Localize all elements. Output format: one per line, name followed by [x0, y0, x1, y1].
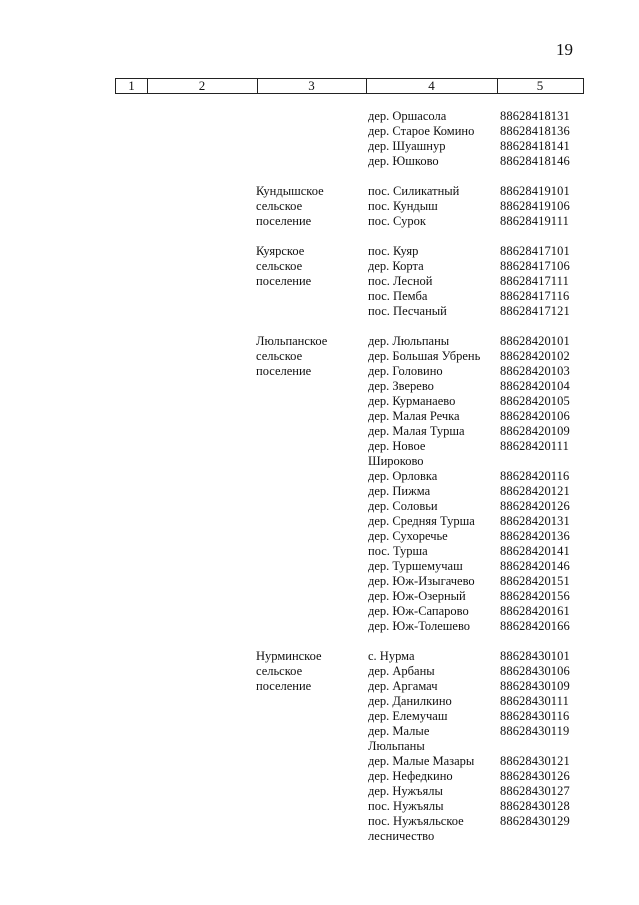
oktmo-code: 88628430129 [500, 814, 570, 828]
oktmo-code: 88628420131 [500, 514, 570, 528]
locality-name: пос. Пемба [368, 289, 428, 303]
oktmo-code: 88628419111 [500, 214, 569, 228]
locality-name: дер. Соловьи [368, 499, 438, 513]
table-row [0, 499, 639, 514]
oktmo-code: 88628430121 [500, 754, 570, 768]
locality-name: дер. Шуашнур [368, 139, 446, 153]
table-row [0, 184, 639, 199]
settlement-name: Нурминское [256, 649, 322, 663]
table-row [0, 574, 639, 589]
table-row [0, 274, 639, 289]
table-row [0, 364, 639, 379]
table-row [0, 814, 639, 829]
locality-name: дер. Елемучаш [368, 709, 448, 723]
locality-name: дер. Аргамач [368, 679, 438, 693]
locality-name: пос. Нужъяльское [368, 814, 464, 828]
locality-name: дер. Сухоречье [368, 529, 448, 543]
oktmo-code: 88628420161 [500, 604, 570, 618]
locality-name: дер. Малая Турша [368, 424, 465, 438]
locality-name: дер. Нужъялы [368, 784, 443, 798]
group-spacer [0, 229, 639, 244]
locality-name: пос. Куяр [368, 244, 419, 258]
table-row [0, 769, 639, 784]
oktmo-code: 88628420102 [500, 349, 570, 363]
oktmo-code: 88628420111 [500, 439, 569, 453]
oktmo-code: 88628418141 [500, 139, 570, 153]
locality-name: дер. Средняя Турша [368, 514, 475, 528]
table-row [0, 259, 639, 274]
locality-name: дер. Юж-Озерный [368, 589, 466, 603]
oktmo-code: 88628430127 [500, 784, 570, 798]
column-header-1: 1 [116, 79, 148, 93]
column-number-header [115, 78, 584, 94]
table-row [0, 604, 639, 619]
locality-name: дер. Пижма [368, 484, 431, 498]
locality-name: Широково [368, 454, 424, 468]
settlement-name: поселение [256, 679, 312, 693]
locality-name: дер. Юж-Толешево [368, 619, 471, 633]
table-row [0, 334, 639, 349]
locality-name: дер. Туршемучаш [368, 559, 463, 573]
settlement-name: сельское [256, 349, 303, 363]
locality-name: дер. Старое Комино [368, 124, 475, 138]
settlement-name: Кундышское [256, 184, 324, 198]
locality-name: лесничество [368, 829, 435, 843]
table-row [0, 409, 639, 424]
table-row [0, 784, 639, 799]
settlement-name: Люльпанское [256, 334, 328, 348]
oktmo-code: 88628420116 [500, 469, 570, 483]
locality-name: пос. Кундыш [368, 199, 438, 213]
locality-name: пос. Силикатный [368, 184, 460, 198]
table-row [0, 109, 639, 124]
oktmo-code: 88628417106 [500, 259, 570, 273]
table-row [0, 649, 639, 664]
locality-name: дер. Зверево [368, 379, 434, 393]
table-row [0, 709, 639, 724]
table-row [0, 214, 639, 229]
table-row [0, 289, 639, 304]
locality-name: дер. Арбаны [368, 664, 435, 678]
table-row [0, 439, 639, 454]
locality-name: дер. Головино [368, 364, 443, 378]
table-row [0, 199, 639, 214]
settlement-name: сельское [256, 259, 303, 273]
locality-name: дер. Новое [368, 439, 426, 453]
oktmo-code: 88628419101 [500, 184, 570, 198]
oktmo-code: 88628420109 [500, 424, 570, 438]
locality-name: дер. Данилкино [368, 694, 452, 708]
locality-name: пос. Турша [368, 544, 428, 558]
settlement-name: поселение [256, 274, 312, 288]
table-row [0, 739, 639, 754]
locality-name: дер. Курманаево [368, 394, 456, 408]
table-row [0, 589, 639, 604]
locality-name: пос. Песчаный [368, 304, 447, 318]
oktmo-code: 88628430119 [500, 724, 570, 738]
group-spacer [0, 319, 639, 334]
oktmo-code: 88628417121 [500, 304, 570, 318]
locality-name: дер. Оршасола [368, 109, 447, 123]
table-row [0, 394, 639, 409]
table-row [0, 724, 639, 739]
table-row [0, 694, 639, 709]
oktmo-code: 88628420146 [500, 559, 570, 573]
table-row [0, 514, 639, 529]
locality-name: пос. Лесной [368, 274, 433, 288]
settlement-name: сельское [256, 664, 303, 678]
table-row [0, 679, 639, 694]
locality-name: дер. Малые Мазары [368, 754, 475, 768]
oktmo-code: 88628430126 [500, 769, 570, 783]
table-row [0, 124, 639, 139]
oktmo-code: 88628418136 [500, 124, 570, 138]
locality-name: дер. Большая Убрень [368, 349, 481, 363]
page-number: 19 [556, 40, 573, 59]
group-spacer [0, 169, 639, 184]
locality-name: дер. Малые [368, 724, 430, 738]
table-row [0, 349, 639, 364]
oktmo-code: 88628417111 [500, 274, 569, 288]
table-row [0, 469, 639, 484]
oktmo-code: 88628417116 [500, 289, 570, 303]
locality-name: дер. Корта [368, 259, 424, 273]
oktmo-code: 88628430128 [500, 799, 570, 813]
group-spacer [0, 634, 639, 649]
oktmo-code: 88628420121 [500, 484, 570, 498]
table-row [0, 799, 639, 814]
locality-name: пос. Нужъялы [368, 799, 444, 813]
settlement-name: сельское [256, 199, 303, 213]
table-row [0, 619, 639, 634]
oktmo-code: 88628418146 [500, 154, 570, 168]
column-header-2: 2 [147, 79, 258, 93]
locality-name: дер. Малая Речка [368, 409, 460, 423]
table-row [0, 529, 639, 544]
column-header-4: 4 [366, 79, 498, 93]
oktmo-code: 88628420126 [500, 499, 570, 513]
locality-name: с. Нурма [368, 649, 415, 663]
oktmo-code: 88628418131 [500, 109, 570, 123]
table-row [0, 484, 639, 499]
oktmo-code: 88628420101 [500, 334, 570, 348]
table-row [0, 154, 639, 169]
table-row [0, 829, 639, 844]
table-body [0, 109, 639, 844]
table-row [0, 304, 639, 319]
oktmo-code: 88628420105 [500, 394, 570, 408]
oktmo-code: 88628417101 [500, 244, 570, 258]
locality-name: Люльпаны [368, 739, 425, 753]
oktmo-code: 88628420103 [500, 364, 570, 378]
locality-name: дер. Юж-Сапарово [368, 604, 469, 618]
oktmo-code: 88628430109 [500, 679, 570, 693]
settlement-name: Куярское [256, 244, 305, 258]
oktmo-code: 88628420106 [500, 409, 570, 423]
locality-name: дер. Орловка [368, 469, 438, 483]
table-row [0, 424, 639, 439]
locality-name: дер. Юшково [368, 154, 439, 168]
oktmo-code: 88628420151 [500, 574, 570, 588]
oktmo-code: 88628430116 [500, 709, 570, 723]
table-row [0, 244, 639, 259]
table-row [0, 544, 639, 559]
oktmo-code: 88628430111 [500, 694, 569, 708]
column-header-5: 5 [536, 78, 544, 93]
settlement-name: поселение [256, 364, 312, 378]
oktmo-code: 88628420136 [500, 529, 570, 543]
table-row [0, 139, 639, 154]
oktmo-code: 88628430101 [500, 649, 570, 663]
locality-name: дер. Нефедкино [368, 769, 453, 783]
oktmo-code: 88628419106 [500, 199, 570, 213]
oktmo-code: 88628420104 [500, 379, 570, 393]
table-row [0, 559, 639, 574]
oktmo-code: 88628420141 [500, 544, 570, 558]
oktmo-code: 88628420166 [500, 619, 570, 633]
oktmo-code: 88628420156 [500, 589, 570, 603]
settlement-name: поселение [256, 214, 312, 228]
table-row [0, 664, 639, 679]
locality-name: пос. Сурок [368, 214, 426, 228]
column-header-3: 3 [257, 79, 367, 93]
table-row [0, 754, 639, 769]
table-row [0, 454, 639, 469]
oktmo-code: 88628430106 [500, 664, 570, 678]
locality-name: дер. Люльпаны [368, 334, 450, 348]
table-row [0, 379, 639, 394]
locality-name: дер. Юж-Изыгачево [368, 574, 475, 588]
